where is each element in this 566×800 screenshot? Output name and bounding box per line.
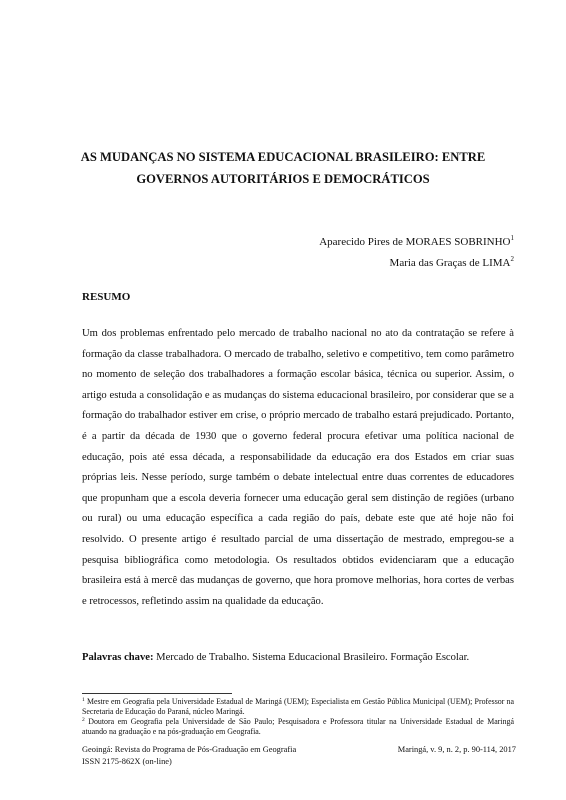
footnote-mark: 2 [510,255,514,263]
title-line-1: AS MUDANÇAS NO SISTEMA EDUCACIONAL BRASILEIRO: ENTRE [80,150,486,164]
footnotes [82,697,514,737]
title-line-2: GOVERNOS AUTORITÁRIOS E DEMOCRÁTICOS [136,172,430,186]
author-1 [319,232,514,253]
keywords [82,650,514,666]
footnote-mark: 1 [82,697,85,703]
keywords-label: Palavras chave: [82,652,154,663]
journal-issn: ISSN 2175-862X (on-line) [82,757,172,766]
author-list [319,232,514,274]
keywords-text: Mercado de Trabalho. Sistema Educacional Brasileiro. Formação Escolar. [156,652,470,663]
paper-title [60,146,506,190]
footnote-2 [82,717,514,736]
abstract-heading: RESUMO [82,291,131,303]
abstract-text: Um dos problemas enfrentado pelo mercado de trabalho nacional no ato da contratação se refere à formação da classe trabalhadora. O mercado de trabalho, seletivo e competitivo, tem como parâmetro no momento de seleção dos trabalhadores a formação escolar básica, técnica ou superior. Assim, o artigo estuda a consolidação e as mudanças do sistema educacional brasileiro, por considerar que se a formação do trabalhador estiver em crise, o próprio mercado de trabalho estará prejudicado. Portanto, é a partir da década de 1930 que o governo federal procura efetivar uma política nacional de educação, pois até essa década, a responsabilidade da educação era dos Estados em criar suas próprias leis. Nesse período, surge também o debate intelectual entre duas correntes de educadores que propunham que a escola deveria fornecer uma educação geral sem distinção de regiões (urbano ou rural) ou uma educação específica a cada região do país, debate este que até hoje não foi resolvido. O presente artigo é resultado parcial de uma dissertação de mestrado, empregou-se a pesquisa bibliográfica como metodologia. Os resultados obtidos evidenciaram que a educação brasileira está à mercê das mudanças de governo, que hora promove melhorias, hora cortes de verbas e retrocessos, refletindo assim na qualidade da educação. [82,328,514,607]
author-2 [319,253,514,274]
author-name: Aparecido Pires de MORAES SOBRINHO [319,236,511,248]
footnote-text: Mestre em Geografia pela Universidade Estadual de Maringá (UEM); Especialista em Gestão Pública Municipal (UEM); Professor na Secretaria de Educação do Paraná, núcleo Maringá. [82,697,514,716]
footnote-divider [82,693,232,694]
journal-name: Geoingá: Revista do Programa de Pós-Graduação em Geografia [82,745,297,754]
author-name: Maria das Graças de LIMA [389,257,511,269]
running-footer [82,744,516,768]
footnote-text: Doutora em Geografia pela Universidade de São Paulo; Pesquisadora e Professora titular na Universidade Estadual de Maringá atuando na graduação e na pós-graduação em Geografia. [82,717,514,736]
footnote-1 [82,697,514,716]
footnote-mark: 1 [510,234,514,242]
footnote-mark: 2 [82,717,85,724]
journal-citation: Maringá, v. 9, n. 2, p. 90-114, 2017 [397,745,516,754]
